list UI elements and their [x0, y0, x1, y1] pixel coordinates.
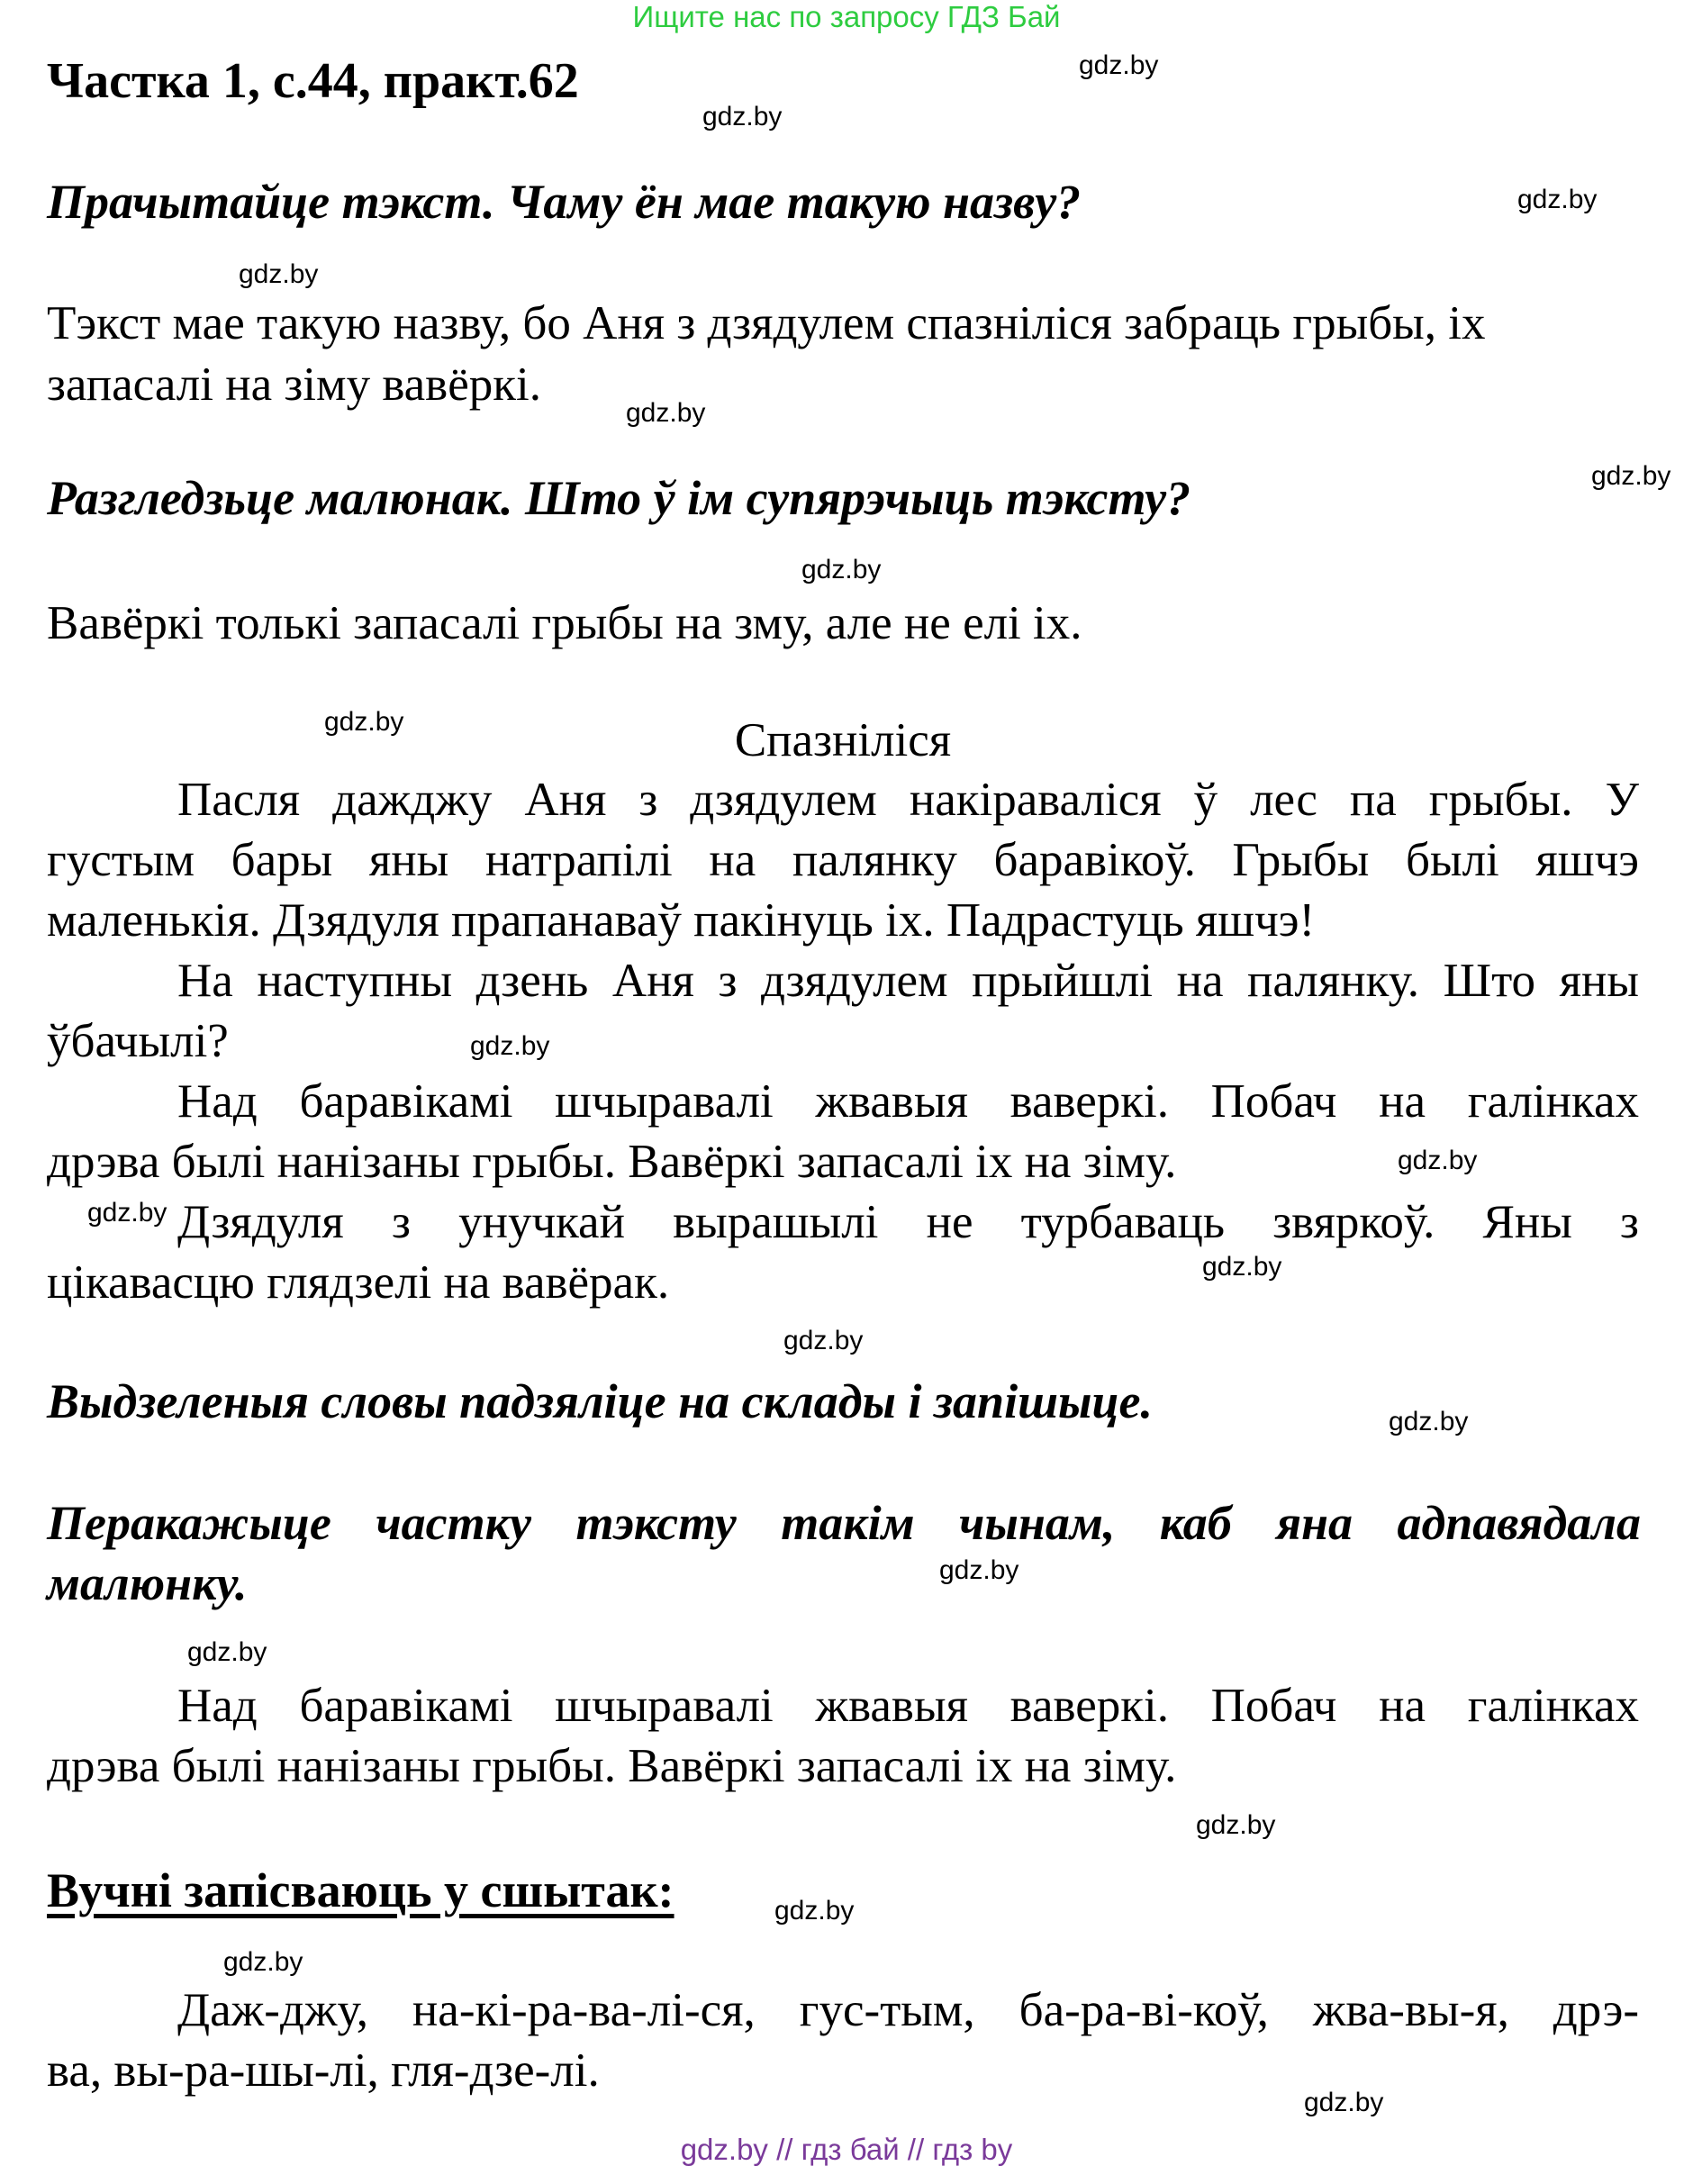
- watermark: gdz.by: [1517, 185, 1598, 214]
- syllables-line: Даж-джу, на-кі-ра-ва-лі-ся, гус-тым, ба-ра-ві-коў, жва-вы-я, дрэ-: [177, 1984, 1639, 2036]
- watermark: gdz.by: [1591, 461, 1671, 491]
- watermark: gdz.by: [1202, 1252, 1282, 1282]
- story-line: маленькія. Дзядуля прапанаваў пакінуць іх. Падрастуць яшчэ!: [47, 894, 1316, 947]
- watermark: gdz.by: [1304, 2088, 1384, 2117]
- story-line: цікавасцю глядзелі на вавёрак.: [47, 1256, 670, 1309]
- question-3: Выдзеленыя словы падзяліце на склады і запішыце.: [47, 1374, 1154, 1428]
- search-banner: Ищите нас по запросу ГДЗ Бай: [632, 0, 1061, 33]
- answer-1: Тэкст мае такую назву, бо Аня з дзядулем спазніліся забраць грыбы, іх запасалі на зіму вавёркі.: [47, 297, 1486, 411]
- watermark: gdz.by: [239, 259, 319, 289]
- story-line: Над баравікамі шчыравалі жвавыя ваверкі. Побач на галінках: [177, 1075, 1639, 1128]
- watermark: gdz.by: [702, 102, 783, 131]
- story-line: дрэва былі нанізаны грыбы. Вавёркі запасалі іх на зіму.: [47, 1136, 1177, 1188]
- watermark: gdz.by: [1398, 1146, 1478, 1175]
- footer-watermark: gdz.by // гдз бай // гдз by: [680, 2133, 1013, 2166]
- question-2: Разгледзьце малюнак. Што ў ім супярэчыць тэксту?: [47, 471, 1191, 525]
- story-title: Спазніліся: [734, 714, 952, 766]
- watermark: gdz.by: [187, 1637, 267, 1667]
- question-1: Прачытайце тэкст. Чаму ён мае такую назву?: [47, 175, 1082, 229]
- question-4: Перакажыце частку тэксту такім чынам, каб яна адпавядала: [47, 1496, 1641, 1550]
- story-line: Дзядуля з унучкай вырашылі не турбаваць звяркоў. Яны з: [177, 1196, 1639, 1248]
- retell-line: Над баравікамі шчыравалі жвавыя ваверкі. Побач на галінках: [177, 1680, 1639, 1732]
- watermark: gdz.by: [774, 1896, 855, 1926]
- answer-2: Вавёркі толькі запасалі грыбы на зму, але не елі іх.: [47, 597, 1082, 649]
- story-line: На наступны дзень Аня з дзядулем прыйшлі на палянку. Што яны: [177, 955, 1639, 1007]
- watermark: gdz.by: [1196, 1810, 1276, 1840]
- watermark: gdz.by: [626, 398, 706, 428]
- story-line: густым бары яны натрапілі на палянку баравікоў. Грыбы былі яшчэ: [47, 834, 1639, 886]
- story-line: ўбачылі?: [47, 1015, 229, 1067]
- watermark: gdz.by: [1079, 50, 1159, 80]
- watermark: gdz.by: [783, 1326, 864, 1355]
- watermark: gdz.by: [87, 1198, 167, 1228]
- story-line: Пасля дажджу Аня з дзядулем накіраваліся ў лес па грыбы. У: [177, 774, 1639, 826]
- watermark: gdz.by: [939, 1555, 1019, 1585]
- watermark: gdz.by: [470, 1031, 550, 1061]
- watermark: gdz.by: [801, 555, 882, 585]
- retell-line: дрэва былі нанізаны грыбы. Вавёркі запасалі іх на зіму.: [47, 1740, 1177, 1792]
- question-4-continued: малюнку.: [47, 1556, 248, 1610]
- watermark: gdz.by: [1389, 1407, 1469, 1436]
- syllables-line: ва, вы-ра-шы-лі, гля-дзе-лі.: [47, 2044, 600, 2097]
- notebook-header: Вучні запісваюць у сшытак:: [47, 1863, 674, 1917]
- page-title: Частка 1, с.44, практ.62: [47, 53, 579, 109]
- watermark: gdz.by: [324, 707, 404, 737]
- watermark: gdz.by: [223, 1947, 303, 1977]
